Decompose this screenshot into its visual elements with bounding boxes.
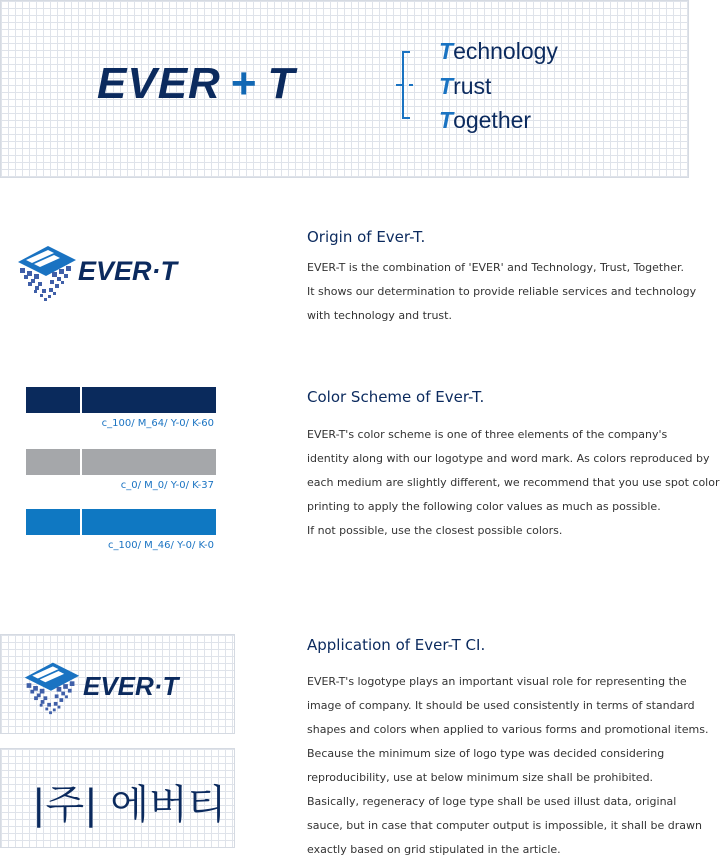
wordmark-plus: + <box>230 59 258 108</box>
korean-logo-text: |주| 에버티 <box>32 782 227 828</box>
origin-body <box>307 256 720 328</box>
tagline-technology: Technology <box>439 38 558 64</box>
color-title: Color Scheme of Ever-T. <box>307 388 485 406</box>
application-title: Application of Ever-T CI. <box>307 636 486 654</box>
color-line: EVER-T's color scheme is one of three elements of the company's <box>307 428 668 441</box>
color-body <box>307 423 720 543</box>
swatch-gray-label: c_0/ M_0/ Y-0/ K-37 <box>120 480 214 491</box>
logo-grid-panel <box>0 634 235 734</box>
evert-emblem-icon <box>21 655 81 717</box>
application-line: reproducibility, use at below minimum size shall be prohibited. <box>307 771 654 784</box>
hero-grid-panel <box>0 0 689 178</box>
swatch-navy-label: c_100/ M_64/ Y-0/ K-60 <box>101 418 214 429</box>
origin-line: It shows our determination to provide reliable services and technology <box>307 285 697 298</box>
evert-logo <box>14 238 214 308</box>
wordmark-t: T <box>267 59 296 108</box>
color-line: each medium are slightly different, we recommend that you use spot color <box>307 476 720 489</box>
application-line: shapes and colors when applied to various forms and promotional items. <box>307 723 709 736</box>
application-line: Because the minimum size of logo type was decided considering <box>307 747 665 760</box>
swatch-navy <box>26 387 216 413</box>
wordmark-ever: EVER <box>97 59 221 108</box>
color-line: identity along with our logotype and word mark. As colors reproduced by <box>307 452 710 465</box>
application-line: EVER-T's logotype plays an important visual role for representing the <box>307 675 687 688</box>
application-line: exactly based on grid stipulated in the article. <box>307 843 561 856</box>
color-line: printing to apply the following color values as much as possible. <box>307 500 661 513</box>
swatch-gray <box>26 449 216 475</box>
application-line: Basically, regeneracy of loge type shall be used illust data, original <box>307 795 677 808</box>
logo-wordmark: EVER·T <box>78 256 178 286</box>
application-body <box>307 670 720 862</box>
evert-emblem-icon <box>14 238 78 304</box>
tagline-trust: Trust <box>439 73 492 99</box>
brace-tick <box>396 84 403 86</box>
origin-line: with technology and trust. <box>307 309 452 322</box>
tagline-together: Together <box>439 107 532 133</box>
origin-title: Origin of Ever-T. <box>307 228 426 246</box>
swatch-blue <box>26 509 216 535</box>
application-line: image of company. It should be used consistently in terms of standard <box>307 699 695 712</box>
color-line: If not possible, use the closest possible colors. <box>307 524 563 537</box>
brace-tick-inner <box>409 84 413 86</box>
application-line: sauce, but in case that computer output is impossible, it shall be drawn <box>307 819 702 832</box>
swatch-blue-label: c_100/ M_46/ Y-0/ K-0 <box>108 540 214 551</box>
logo-wordmark: EVER·T <box>83 671 179 701</box>
hero-wordmark <box>97 59 295 109</box>
origin-line: EVER-T is the combination of 'EVER' and Technology, Trust, Together. <box>307 261 684 274</box>
